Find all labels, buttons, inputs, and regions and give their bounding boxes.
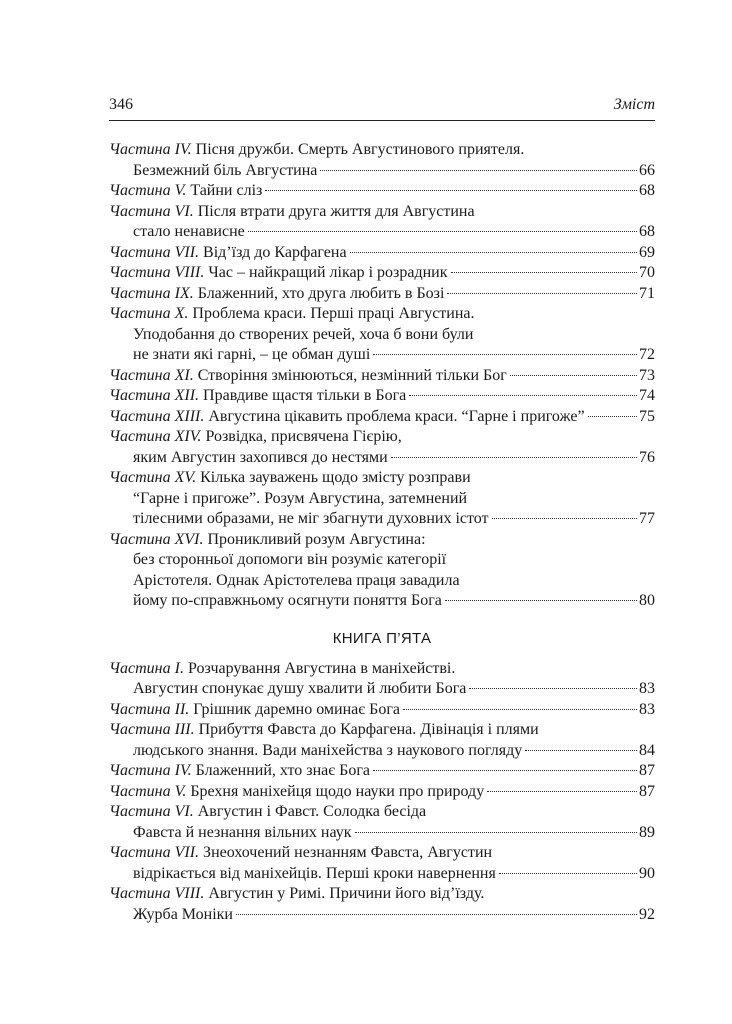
toc-part-label: Частина VI. — [109, 202, 194, 220]
dot-leader — [409, 395, 637, 396]
toc-entry — [109, 202, 655, 243]
toc-title-text: яким Августин захопився до нестями — [133, 448, 388, 466]
toc-entry-line — [109, 448, 655, 469]
toc-title-text: відрікається від маніхейців. Перші кроки навернення — [133, 864, 496, 882]
toc-page-number: 84 — [639, 741, 655, 759]
toc-title-text: тілесними образами, не міг збагнути духовних істот — [133, 510, 489, 527]
toc-entry — [109, 843, 655, 884]
toc-part-label: Частина XI. — [109, 366, 194, 384]
toc-part-label: Частина XIII. — [109, 407, 205, 425]
toc-part-label: Частина I. — [109, 659, 184, 677]
toc-entry — [109, 782, 655, 803]
toc-title-text: Розчарування Августина в маніхействі. — [187, 659, 456, 677]
toc-title-text: Розвідка, присвячена Гієрію, — [205, 428, 402, 445]
toc-part-label: Частина V. — [109, 782, 187, 800]
toc-entry — [109, 427, 655, 468]
toc-title-text: не знати які гарні, – це обман душі — [133, 346, 371, 363]
toc-title-text: Августина цікавить проблема краси. “Гарне і пригоже” — [208, 407, 585, 425]
dot-leader — [373, 770, 637, 771]
toc-entry-line — [109, 407, 655, 428]
toc-entry-line — [109, 843, 655, 864]
dot-leader — [248, 231, 637, 232]
toc-entry-line — [109, 741, 655, 762]
page-header — [109, 94, 655, 121]
toc-page-number: 66 — [639, 161, 655, 179]
toc-title-text: Брехня маніхейця щодо науки про природу — [190, 782, 485, 800]
toc-part-label: Частина XV. — [109, 469, 197, 486]
toc-part-label: Частина VIII. — [109, 885, 205, 902]
toc-part-label: Частина III. — [109, 721, 195, 738]
toc-entry — [109, 263, 655, 284]
toc-section-book-five — [109, 659, 655, 926]
toc-part-label: Частина XIV. — [109, 428, 202, 445]
dot-leader — [487, 791, 637, 792]
toc-title-text: Уподобання до створених речей, хоча б вони були — [133, 325, 474, 343]
toc-entry-line — [109, 263, 655, 284]
toc-page-number: 90 — [639, 864, 655, 882]
toc-entry-line — [109, 345, 655, 366]
toc-part-label: Частина IX. — [109, 284, 194, 302]
toc-title-text: Журба Моніки — [133, 905, 233, 923]
dot-leader — [447, 293, 637, 294]
dot-leader — [350, 252, 637, 253]
toc-title-text: Прибуття Фавста до Карфагена. Дівінація і плями — [198, 721, 539, 738]
book-heading: КНИГА П’ЯТА — [332, 629, 432, 647]
toc-section-book-four — [109, 140, 655, 612]
toc-entry — [109, 720, 655, 761]
toc-entry-line — [109, 386, 655, 407]
toc-title-text: Грішник даремно оминає Бога — [193, 700, 400, 718]
toc-entry — [109, 284, 655, 305]
toc-title-text: Від’їзд до Карфагена — [203, 243, 347, 261]
toc-page-number: 73 — [639, 366, 655, 384]
toc-page-number: 87 — [639, 762, 655, 779]
toc-entry-line — [109, 823, 655, 844]
toc-page-number: 69 — [639, 243, 655, 261]
toc-title-text: Після втрати друга життя для Августина — [197, 202, 475, 220]
toc-entry-line — [109, 243, 655, 264]
dot-leader — [499, 873, 637, 874]
toc-title-text: Пісня дружби. Смерть Августинового приятеля. — [195, 141, 525, 158]
dot-leader — [510, 375, 637, 376]
toc-entry-line — [109, 720, 655, 741]
toc-page-number: 77 — [639, 510, 655, 527]
toc-page-number: 87 — [639, 782, 655, 800]
toc-part-label: Частина VIII. — [109, 264, 205, 281]
dot-leader — [492, 518, 637, 519]
toc-entry — [109, 304, 655, 366]
dot-leader — [588, 416, 637, 417]
toc-title-text: людського знання. Вади маніхейства з наукового погляду — [133, 741, 523, 759]
toc-entry-line — [109, 700, 655, 721]
toc-entry-line — [109, 550, 655, 571]
dot-leader — [391, 457, 637, 458]
toc-page-number: 68 — [639, 182, 655, 199]
toc-entry-line — [109, 905, 655, 926]
toc-title-text: “Гарне і пригоже”. Розум Августина, затемнений — [133, 489, 468, 507]
toc-part-label: Частина VI. — [109, 803, 194, 820]
toc-entry-line — [109, 181, 655, 202]
dot-leader — [451, 272, 638, 273]
toc-page-number: 74 — [639, 387, 655, 404]
toc-entry-line — [109, 884, 655, 905]
page-number: 346 — [109, 96, 133, 113]
toc-entry — [109, 659, 655, 700]
toc-entry-line — [109, 161, 655, 182]
toc-title-text: йому по-справжньому осягнути поняття Бога — [133, 592, 442, 609]
toc-part-label: Частина VII. — [109, 844, 200, 861]
toc-page-number: 70 — [639, 264, 655, 281]
toc-part-label: Частина X. — [109, 305, 189, 322]
toc-page-number: 80 — [639, 592, 655, 609]
toc-page-number: 83 — [639, 700, 655, 718]
toc-entry-line — [109, 571, 655, 592]
toc-title-text: Августин і Фавст. Солодка бесіда — [197, 803, 427, 820]
toc-part-label: Частина II. — [109, 700, 190, 718]
dot-leader — [320, 170, 637, 171]
toc-title-text: Блаженний, хто друга любить в Бозі — [197, 284, 445, 302]
toc-entry — [109, 140, 655, 181]
toc-entry — [109, 468, 655, 530]
dot-leader — [445, 600, 637, 601]
toc-entry-line — [109, 427, 655, 448]
toc-page-number: 76 — [639, 448, 655, 466]
toc-entry-line — [109, 864, 655, 885]
toc-entry — [109, 243, 655, 264]
toc-entry — [109, 700, 655, 721]
toc-title-text: Проблема краси. Перші праці Августина. — [192, 305, 475, 322]
toc-entry-line — [109, 591, 655, 612]
toc-entry-line — [109, 202, 655, 223]
toc-page-number: 71 — [639, 284, 655, 302]
toc-title-text: Арістотеля. Однак Арістотелева праця завадила — [133, 571, 460, 589]
toc-entry-line — [109, 782, 655, 803]
toc-entry-line — [109, 325, 655, 346]
toc-title-text: Фавста й незнання вільних наук — [133, 823, 352, 841]
toc-title-text: Августин спонукає душу хвалити й любити Бога — [133, 680, 467, 697]
toc-entry-line — [109, 659, 655, 680]
toc-page-number: 72 — [639, 346, 655, 363]
toc-page-number: 83 — [639, 680, 655, 697]
toc-title-text: стало ненависне — [133, 223, 245, 240]
dot-leader — [525, 750, 637, 751]
toc-page-number: 68 — [639, 223, 655, 240]
dot-leader — [403, 709, 637, 710]
toc-entry-line — [109, 802, 655, 823]
toc-entry-line — [109, 679, 655, 700]
toc-title-text: без сторонньої допомоги він розуміє категорії — [133, 551, 447, 568]
dot-leader — [236, 914, 637, 915]
toc-entry — [109, 884, 655, 925]
toc-entry-line — [109, 140, 655, 161]
dot-leader — [355, 832, 637, 833]
toc-entry-line — [109, 509, 655, 530]
toc-page-number: 75 — [639, 407, 655, 425]
toc-title-text: Проникливий розум Августина: — [207, 530, 426, 548]
toc-page-number: 89 — [639, 823, 655, 841]
toc-entry-line — [109, 366, 655, 387]
toc-entry — [109, 530, 655, 612]
toc-entry-line — [109, 222, 655, 243]
toc-part-label: Частина VII. — [109, 243, 200, 261]
toc-entry-line — [109, 468, 655, 489]
toc-title-text: Августин у Римі. Причини його від’їзду. — [208, 885, 485, 902]
toc-entry-line — [109, 530, 655, 551]
dot-leader — [373, 354, 637, 355]
toc-part-label: Частина XII. — [109, 387, 200, 404]
toc-entry-line — [109, 284, 655, 305]
toc-entry — [109, 761, 655, 782]
toc-title-text: Створіння змінюються, незмінний тільки Бог — [197, 366, 507, 384]
toc-entry — [109, 407, 655, 428]
toc-title-text: Блаженний, хто знає Бога — [195, 762, 370, 779]
toc-entry — [109, 386, 655, 407]
toc-title-text: Правдиве щастя тільки в Бога — [203, 387, 407, 404]
toc-title-text: Знеохочений незнанням Фавста, Августин — [203, 844, 493, 861]
toc-title-text: Тайни сліз — [190, 182, 263, 199]
toc-entry — [109, 181, 655, 202]
toc-part-label: Частина XVI. — [109, 530, 204, 548]
dot-leader — [469, 688, 637, 689]
dot-leader — [265, 190, 637, 191]
running-title: Зміст — [613, 96, 655, 113]
toc-page-number: 92 — [639, 905, 655, 923]
toc-part-label: Частина IV. — [109, 141, 192, 158]
toc-part-label: Частина V. — [109, 182, 187, 199]
toc-title-text: Кілька зауважень щодо змісту розправи — [200, 469, 471, 486]
toc-entry-line — [109, 489, 655, 510]
toc-entry — [109, 802, 655, 843]
toc-title-text: Безмежний біль Августина — [133, 161, 318, 179]
toc-title-text: Час – найкращий лікар і розрадник — [208, 264, 448, 281]
toc-entry — [109, 366, 655, 387]
toc-part-label: Частина IV. — [109, 762, 192, 779]
toc-entry-line — [109, 761, 655, 782]
toc-entry-line — [109, 304, 655, 325]
table-of-contents — [109, 140, 655, 925]
